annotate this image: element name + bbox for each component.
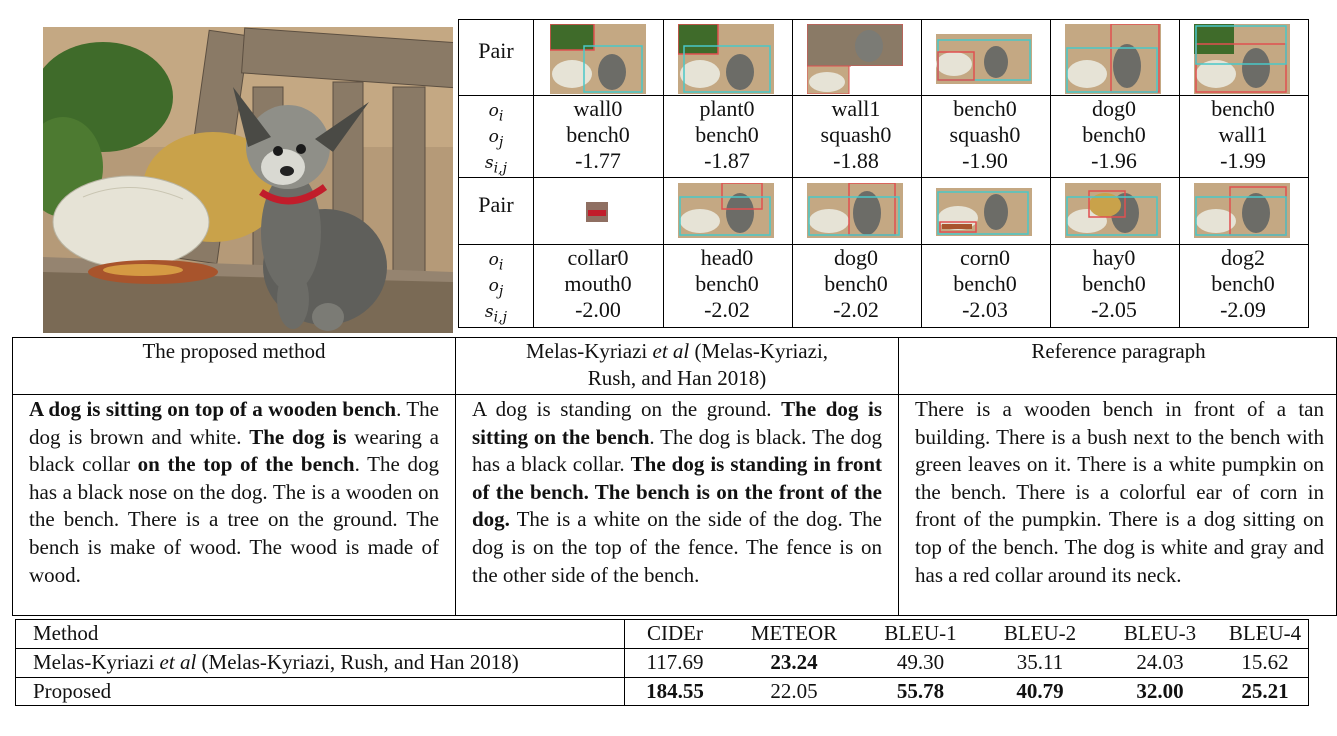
cider-value: 117.69 bbox=[646, 650, 704, 674]
oj-value: squash0 bbox=[949, 122, 1021, 147]
pair-thumbnail bbox=[807, 183, 903, 238]
row-divider bbox=[459, 177, 1308, 178]
score-value: -2.09 bbox=[1220, 297, 1266, 322]
pair-thumbnail bbox=[936, 34, 1032, 84]
pair-thumbnail bbox=[1194, 183, 1290, 238]
oj-value: bench0 bbox=[695, 122, 759, 147]
pair-thumbnail bbox=[586, 202, 608, 222]
bleu3-value: 32.00 bbox=[1136, 679, 1184, 703]
score-value: -1.77 bbox=[575, 148, 621, 173]
oi-value: collar0 bbox=[567, 245, 629, 270]
score-value: -2.02 bbox=[704, 297, 750, 322]
oj-value: bench0 bbox=[695, 271, 759, 296]
column-divider bbox=[1179, 20, 1180, 327]
oj-row-label: $o_j$ bbox=[488, 276, 504, 300]
pair-thumbnail bbox=[678, 24, 774, 94]
highlighted-sentence: A dog is sitting on top of a wooden bench bbox=[29, 397, 397, 421]
score-value: -1.87 bbox=[704, 148, 750, 173]
highlighted-sentence: The dog is sitting on the bench bbox=[472, 397, 882, 449]
oi-value: bench0 bbox=[1211, 96, 1275, 121]
pair-thumbnail bbox=[550, 24, 646, 94]
method-name: Melas-Kyriazi et al (Melas-Kyriazi, Rush, and Han 2018) bbox=[33, 650, 519, 674]
pair-thumbnail bbox=[807, 24, 903, 94]
meteor-value: 23.24 bbox=[770, 650, 818, 674]
score-row-label: $s_{i,j}$ bbox=[484, 302, 508, 326]
pair-thumbnail bbox=[1065, 183, 1161, 238]
oj-value: bench0 bbox=[1082, 122, 1146, 147]
meteor-column-header: METEOR bbox=[750, 621, 838, 645]
method-name: Proposed bbox=[33, 679, 112, 703]
paragraph-text: The is a white on the side of the dog. The dog is on the top of the fence. The fence is on the other side of the bench. bbox=[472, 507, 882, 587]
paragraph-text: . The dog has a black nose on the dog. The is a wooden on the bench. There is a tree on the ground. The bench is make of wood. The wood is made of wood. bbox=[29, 452, 439, 587]
cider-column-header: CIDEr bbox=[647, 621, 703, 645]
oi-value: dog0 bbox=[1092, 96, 1136, 121]
object-pair-table bbox=[458, 19, 1309, 328]
pair-row-label: Pair bbox=[478, 38, 514, 63]
oj-value: wall1 bbox=[1218, 122, 1268, 147]
paragraph-text: . The dog is brown and white. bbox=[29, 397, 439, 449]
paragraph-comparison-table bbox=[12, 337, 1337, 616]
table-row bbox=[15, 677, 1309, 705]
oi-value: plant0 bbox=[699, 96, 755, 121]
oi-row-label: $o_i$ bbox=[488, 250, 504, 274]
oi-value: dog0 bbox=[834, 245, 878, 270]
score-row-label: $s_{i,j}$ bbox=[484, 153, 508, 177]
score-value: -1.90 bbox=[962, 148, 1008, 173]
oi-value: corn0 bbox=[959, 245, 1011, 270]
table-header-row bbox=[15, 619, 1309, 647]
melas-kyriazi-paragraph bbox=[472, 396, 882, 589]
oi-value: dog2 bbox=[1221, 245, 1265, 270]
score-value: -1.99 bbox=[1220, 148, 1266, 173]
bleu4-value: 25.21 bbox=[1241, 679, 1289, 703]
oj-value: squash0 bbox=[820, 122, 892, 147]
melas-kyriazi-header: Melas-Kyriazi et al (Melas-Kyriazi, Rush, and Han 2018) bbox=[525, 339, 829, 390]
bleu4-column-header: BLEU-4 bbox=[1228, 621, 1302, 645]
table-row bbox=[15, 648, 1309, 676]
bleu1-value: 55.78 bbox=[896, 679, 945, 703]
oj-value: bench0 bbox=[824, 271, 888, 296]
paragraph-text: A dog is standing on the ground. bbox=[472, 397, 782, 421]
bleu2-value: 35.11 bbox=[1016, 650, 1064, 674]
oj-row-label: $o_j$ bbox=[488, 127, 504, 151]
bleu1-column-header: BLEU-1 bbox=[884, 621, 957, 645]
oi-value: wall1 bbox=[831, 96, 881, 121]
paragraph-text: . The dog is black. The dog has a black collar. bbox=[472, 424, 883, 477]
dog-photo-illustration bbox=[43, 27, 453, 333]
cider-value: 184.55 bbox=[646, 679, 704, 703]
score-value: -2.02 bbox=[833, 297, 879, 322]
column-divider bbox=[663, 20, 664, 327]
oj-value: bench0 bbox=[566, 122, 630, 147]
oi-row-label: $o_i$ bbox=[488, 101, 504, 125]
pair-thumbnail bbox=[678, 183, 774, 238]
oi-value: wall0 bbox=[573, 96, 623, 121]
oj-value: mouth0 bbox=[564, 271, 632, 296]
score-value: -1.88 bbox=[833, 148, 879, 173]
pair-thumbnail bbox=[1194, 24, 1290, 94]
score-value: -2.00 bbox=[575, 297, 621, 322]
reference-paragraph-header: Reference paragraph bbox=[1031, 339, 1206, 363]
header-divider bbox=[13, 394, 1336, 395]
paragraph-text: wearing a black collar bbox=[29, 424, 439, 477]
dog-on-bench-photo bbox=[43, 27, 453, 333]
bleu3-value: 24.03 bbox=[1136, 650, 1184, 674]
method-column-header: Method bbox=[33, 621, 99, 645]
bleu4-value: 15.62 bbox=[1241, 650, 1289, 674]
proposed-method-paragraph bbox=[29, 396, 439, 589]
table-bottom-rule bbox=[15, 705, 1309, 706]
score-value: -1.96 bbox=[1091, 148, 1137, 173]
oj-value: bench0 bbox=[953, 271, 1017, 296]
column-divider bbox=[792, 20, 793, 327]
metrics-table bbox=[15, 619, 1309, 706]
pair-row-label: Pair bbox=[478, 192, 514, 217]
oi-value: bench0 bbox=[953, 96, 1017, 121]
pair-thumbnail bbox=[936, 188, 1032, 236]
highlighted-sentence: The dog is standing in front of the bench. The bench is on the front of the dog. bbox=[472, 452, 882, 532]
column-divider bbox=[533, 20, 534, 327]
bleu2-value: 40.79 bbox=[1016, 679, 1064, 703]
pair-thumbnail bbox=[1065, 24, 1161, 94]
column-divider bbox=[1050, 20, 1051, 327]
column-divider bbox=[921, 20, 922, 327]
proposed-method-header: The proposed method bbox=[142, 339, 326, 363]
bleu1-value: 49.30 bbox=[896, 650, 945, 674]
score-value: -2.05 bbox=[1091, 297, 1137, 322]
oj-value: bench0 bbox=[1211, 271, 1275, 296]
score-value: -2.03 bbox=[962, 297, 1008, 322]
bleu2-column-header: BLEU-2 bbox=[1003, 621, 1077, 645]
oi-value: hay0 bbox=[1092, 245, 1136, 270]
reference-paragraph: There is a wooden bench in front of a tan building. There is a bush next to the bench with green leaves on it. There is a white pumpkin on the bench. There is a colorful ear of corn in front of the pumpkin. There is a dog sitting on top of the bench. The dog is white and gray and has a red collar around its neck. bbox=[915, 397, 1324, 587]
highlighted-sentence: The dog is bbox=[249, 424, 347, 449]
bleu3-column-header: BLEU-3 bbox=[1123, 621, 1197, 645]
oi-value: head0 bbox=[700, 245, 754, 270]
highlighted-sentence: on the top of the bench bbox=[137, 452, 355, 477]
oj-value: bench0 bbox=[1082, 271, 1146, 296]
meteor-value: 22.05 bbox=[770, 679, 818, 703]
